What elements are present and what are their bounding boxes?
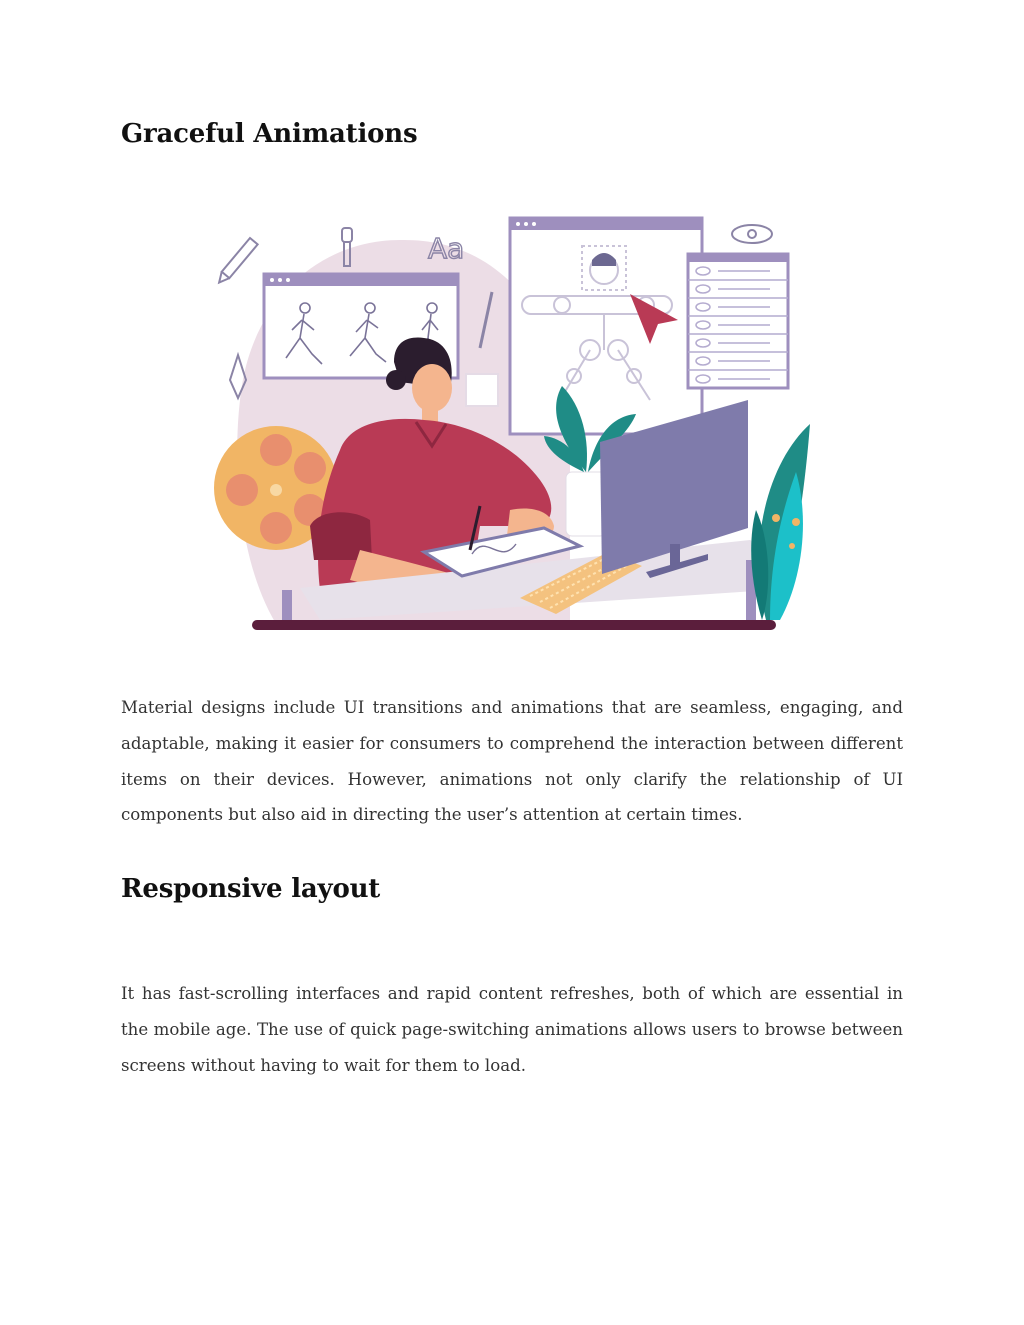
face <box>412 364 452 412</box>
section-body-graceful-animations: Material designs include UI transitions and animations that are seamless, engaging, and adaptable, making it easier for consumers to comprehend the interaction between different items on their devices. However, animations not only clarify the relationship of UI components but also aid in directing the user’s attention at certain times. <box>121 698 903 825</box>
section-body-responsive-layout: It has fast-scrolling interfaces and rapid content refreshes, both of which are essential in the mobile age. The use of quick page-switching animations allows users to browse between screens without having to wait for them to load. <box>121 984 903 1075</box>
tall-plant <box>751 424 810 620</box>
designer-workspace-illustration <box>210 210 820 640</box>
pencil-icon <box>215 238 257 286</box>
font-sample-text: Aa <box>428 232 465 265</box>
section-heading-responsive-layout: Responsive layout <box>121 874 381 904</box>
section-heading-graceful-animations: Graceful Animations <box>121 119 418 149</box>
eye-icon <box>732 225 772 243</box>
character-rig-window <box>510 218 702 434</box>
layers-panel <box>688 254 788 388</box>
small-frame <box>466 374 498 406</box>
